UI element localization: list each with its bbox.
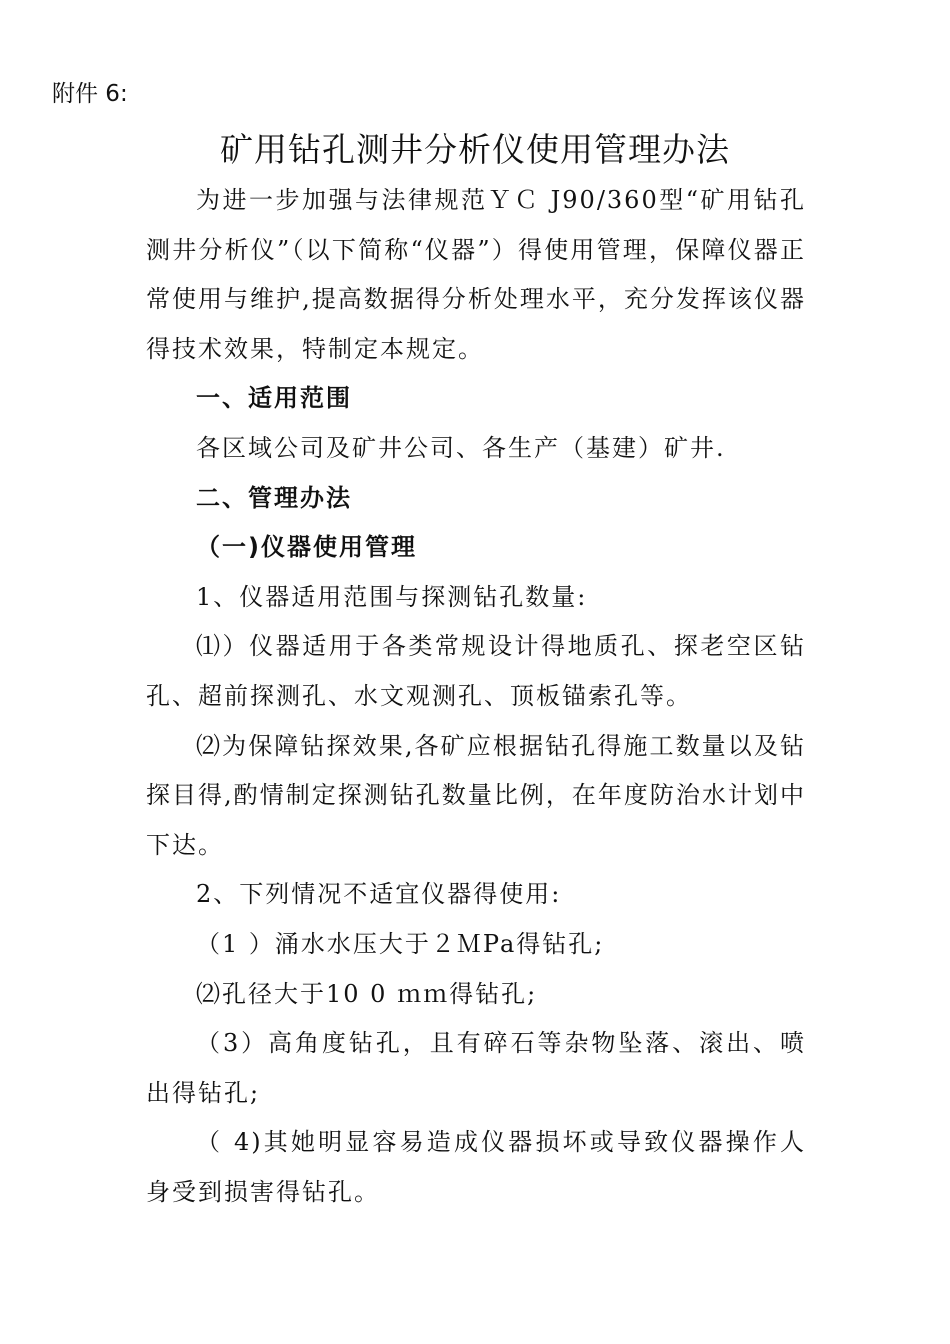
list-item-restriction-2: ⑵孔径大于10 0 ｍｍ得钻孔; [196, 979, 538, 1008]
list-item-applicability-2: ⑵为保障钻探效果,各矿应根据钻孔得施工数量以及钻探目得,酌情制定探测钻孔数量比例，在年度防治水计划中下达。 [146, 731, 806, 859]
document-body [146, 176, 806, 1217]
item-heading-restrictions: 2、下列情况不适宜仪器得使用: [196, 880, 562, 909]
list-item-restriction-3: （3）高角度钻孔，且有碎石等杂物坠落、滚出、喷出得钻孔; [146, 1029, 806, 1107]
document-title: 矿用钻孔测井分析仪使用管理办法 [220, 130, 730, 169]
intro-paragraph: 为进一步加强与法律规范ＹＣ J90/360型“矿用钻孔测井分析仪”（以下简称“仪器”）得使用管理，保障仪器正常使用与维护,提高数据得分析处理水平，充分发挥该仪器得技术效果，特制定本规定。 [146, 186, 806, 363]
subsection-heading-usage: （一)仪器使用管理 [196, 533, 417, 562]
scope-paragraph: 各区域公司及矿井公司、各生产（基建）矿井. [196, 433, 726, 462]
list-item-restriction-1: （1 ）涌水水压大于２ＭPa得钻孔; [196, 929, 605, 958]
section-heading-management: 二、管理办法 [196, 483, 352, 512]
list-item-applicability-1: ⑴）仪器适用于各类常规设计得地质孔、探老空区钻孔、超前探测孔、水文观测孔、顶板锚索孔等。 [146, 632, 806, 710]
list-item-restriction-4: （ 4)其她明显容易造成仪器损坏或导致仪器操作人身受到损害得钻孔。 [146, 1128, 806, 1206]
section-heading-scope: 一、适用范围 [196, 384, 352, 413]
attachment-label: 附件 6: [52, 81, 128, 107]
item-heading-applicability: 1、仪器适用范围与探测钻孔数量: [196, 582, 588, 611]
